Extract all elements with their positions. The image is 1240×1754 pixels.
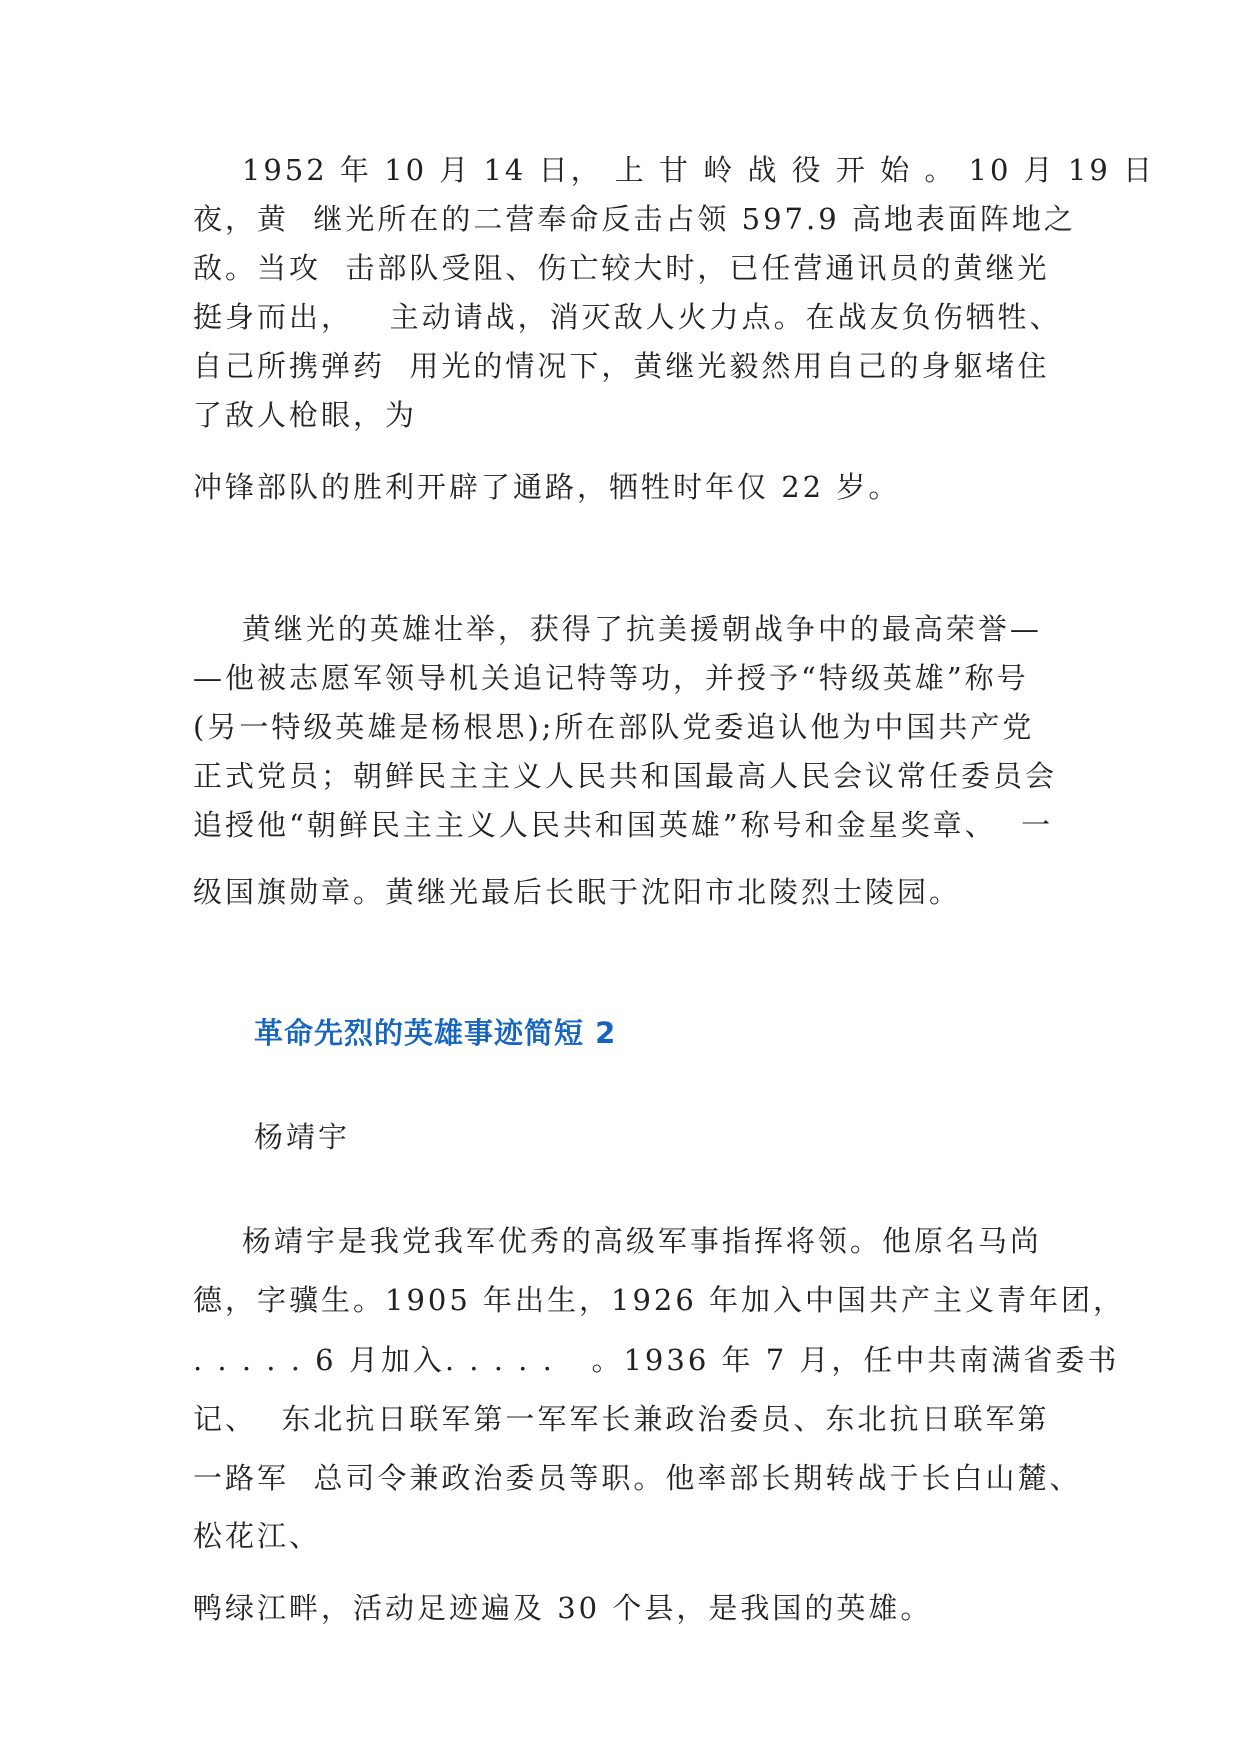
paragraph2-line-2: —他被志愿军领导机关追记特等功，并授予“特级英雄”称号 — [193, 661, 1029, 695]
paragraph1-line-5: 自己所携弹药 用光的情况下，黄继光毅然用自己的身躯堵住 — [193, 349, 1050, 383]
section-heading: 革命先烈的英雄事迹简短 2 — [254, 1016, 617, 1050]
paragraph1-line-2: 夜，黄 继光所在的二营奉命反击占领 597.9 高地表面阵地之 — [193, 202, 1076, 236]
hero-name: 杨靖宇 — [254, 1120, 351, 1154]
paragraph2-line-6: 级国旗勋章。黄继光最后长眠于沈阳市北陵烈士陵园。 — [193, 875, 962, 909]
paragraph3-line-5: 一路军 总司令兼政治委员等职。他率部长期转战于长白山麓、 — [193, 1461, 1082, 1495]
paragraph3-line-4: 记、 东北抗日联军第一军军长兼政治委员、东北抗日联军第 — [193, 1402, 1050, 1436]
paragraph1-line-7: 冲锋部队的胜利开辟了通路，牺牲时年仅 22 岁。 — [193, 470, 901, 504]
paragraph1-line-4: 挺身而出， 主动请战，消灭敌人火力点。在战友负伤牺牲、 — [193, 300, 1062, 334]
paragraph1-line-1: 1952 年 10 月 14 日， 上 甘 岭 战 役 开 始 。 10 月 19 日 — [193, 153, 1155, 187]
paragraph2-line-5: 追授他“朝鲜民主主义人民共和国英雄”称号和金星奖章、 一 — [193, 808, 1054, 842]
paragraph1-line-6: 了敌人枪眼，为 — [193, 398, 418, 432]
paragraph2-line-4: 正式党员；朝鲜民主主义人民共和国最高人民会议常任委员会 — [193, 759, 1058, 793]
paragraph2-line-3: (另一特级英雄是杨根思);所在部队党委追认他为中国共产党 — [193, 710, 1035, 744]
paragraph1-line-3: 敌。当攻 击部队受阻、伤亡较大时，已任营通讯员的黄继光 — [193, 251, 1050, 285]
paragraph3-line-3: . . . . . 6 月加入. . . . . 。1936 年 7 月，任中共南满省委书 — [193, 1343, 1120, 1377]
paragraph3-line-7: 鸭绿江畔，活动足迹遍及 30 个县，是我国的英雄。 — [193, 1591, 933, 1625]
paragraph3-line-6: 松花江、 — [193, 1519, 322, 1553]
paragraph3-line-1: 杨靖宇是我党我军优秀的高级军事指挥将领。他原名马尚 — [193, 1224, 1042, 1258]
paragraph3-line-2: 德，字骥生。1905 年出生，1926 年加入中国共产主义青年团， — [193, 1283, 1126, 1317]
paragraph2-line-1: 黄继光的英雄壮举，获得了抗美援朝战争中的最高荣誉— — [193, 612, 1042, 646]
